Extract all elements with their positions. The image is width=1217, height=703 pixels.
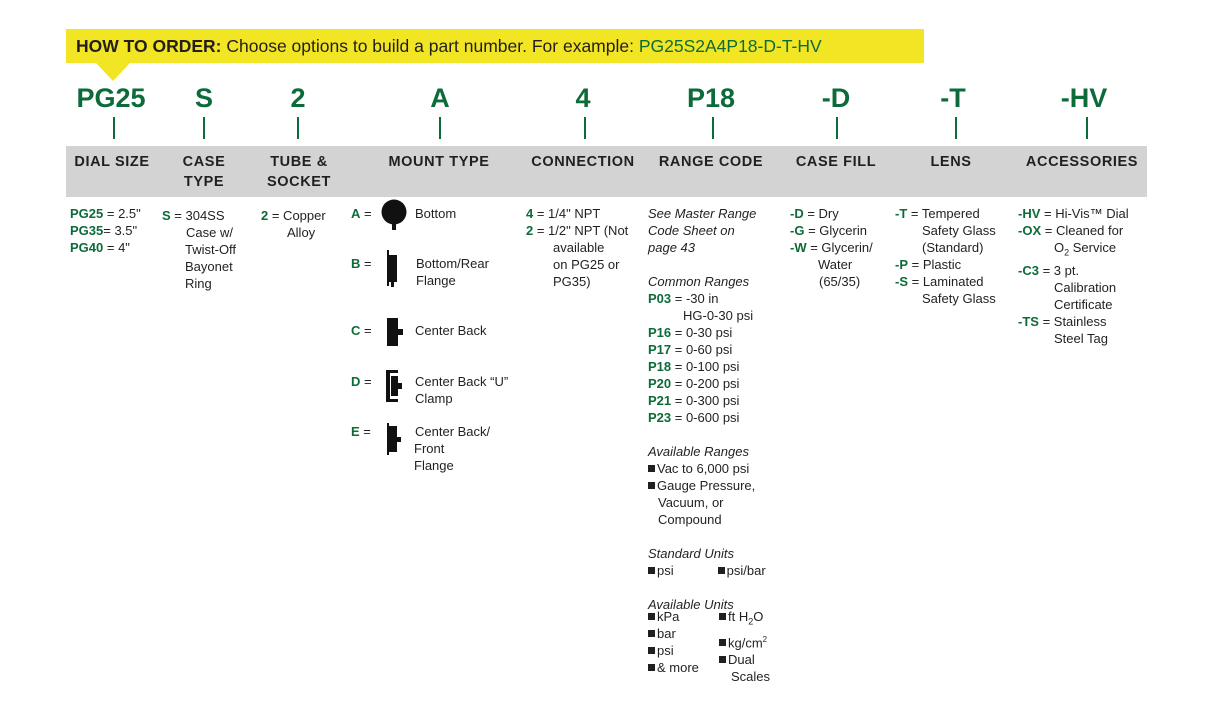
bottom-rear-flange-icon [385,250,399,288]
code-case-fill: -D [821,83,851,113]
bullet-icon [648,613,655,620]
bullet-icon [648,482,655,489]
code-tube-socket: 2 [290,83,306,113]
connection-options: 4 = 1/4" NPT 2 = 1/2" NPT (Not available on PG25 or PG35) [526,206,629,289]
tick-tube-socket [297,117,299,139]
mount-option-c: C = Center Back [351,322,531,352]
code-mount-type: A [430,83,450,113]
tick-case-fill [836,117,838,139]
accessories-options: -HV = Hi-Vis™ Dial -OX = Cleaned for $O_2$ Service -C3 = 3 pt. Calibration Certificate -TS = Stainless Steel Tag [1018,206,1129,346]
bullet-icon [648,630,655,637]
dial-size-option: PG25 = 2.5" [70,206,141,221]
banner-pointer [96,63,130,81]
lens-options: -T = Tempered Safety Glass (Standard) -P = Plastic -S = Laminated Safety Glass [895,206,996,306]
how-to-order-text [76,36,822,57]
header-lens: LENS [930,154,972,170]
header-connection: CONNECTION [531,154,635,170]
bullet-icon [718,567,725,574]
bullet-icon [648,664,655,671]
dial-size-option: PG40 = 4" [70,240,130,255]
bottom-mount-icon [381,199,409,231]
code-dial-size: PG25 [76,83,146,113]
common-ranges-title: Common Ranges [648,274,750,289]
code-connection: 4 [575,83,591,113]
bullet-icon [648,647,655,654]
case-fill-options: -D = Dry -G = Glycerin -W = Glycerin/ Water (65/35) [790,206,873,289]
how-to-order-heading: HOW TO ORDER: [76,36,222,56]
bullet-icon [719,613,726,620]
dial-size-options [70,205,141,256]
center-back-u-clamp-icon [385,368,403,404]
available-units-left: kPa bar psi & more [648,608,699,676]
bullet-icon [648,567,655,574]
code-case-type: S [194,83,214,113]
tick-lens [955,117,957,139]
tube-socket-options: 2 = Copper Alloy [261,208,326,240]
case-type-options: S = 304SS Case w/ Twist-Off Bayonet Ring [162,208,237,291]
mount-option-e: E = Center Back/ Front Flange [351,424,491,473]
header-case-type: CASE TYPE [182,154,226,190]
code-accessories: -HV [1060,83,1108,113]
master-range-note: See Master Range [648,206,757,221]
tick-connection [584,117,586,139]
header-dial-size: DIAL SIZE [74,154,150,170]
mount-option-d: D = Center Back “U” Clamp [351,373,531,413]
tick-dial-size [113,117,115,139]
available-ranges-title: Available Ranges [648,444,749,459]
bullet-icon [719,639,726,646]
header-mount-type: MOUNT TYPE [388,154,490,170]
tick-case-type [203,117,205,139]
bullet-icon [719,656,726,663]
tick-accessories [1086,117,1088,139]
center-back-icon [387,318,405,348]
range-code-options: See Master Range Code Sheet on page 43 Common Ranges P03 = -30 in HG-0-30 psi P16 = 0-30 psi P17 = 0-60 psi P18 = 0-100 psi P20 = 0-200 psi P21 = 0-300 psi P23 = 0-600 psi Available Ranges Vac to 6,000 psi Gauge Pressure, Vacuum, or Compound Standard Units psi psi/bar Available Units [648,206,766,612]
bullet-icon [648,465,655,472]
tick-range [712,117,714,139]
mount-option-a: A = Bottom [351,205,531,235]
center-back-front-flange-icon [385,423,403,457]
available-units-right: ft $H_2O$ $kg/cm^2$ Dual Scales [719,608,770,685]
available-units-title: Available Units [648,597,734,612]
header-range-code: RANGE CODE [658,154,764,170]
mount-option-b: B = Bottom/Rear Flange [351,255,531,295]
how-to-order-instructions: Choose options to build a part number. For example: [221,36,639,56]
standard-units-title: Standard Units [648,546,734,561]
code-lens: -T [940,83,966,113]
example-part-number: PG25S2A4P18-D-T-HV [638,36,822,56]
tick-mount-type [439,117,441,139]
code-range: P18 [686,83,736,113]
dial-size-option: PG35= 3.5" [70,223,138,238]
header-tube-socket: TUBE & SOCKET [266,154,332,190]
header-accessories: ACCESSORIES [1025,154,1139,170]
header-case-fill: CASE FILL [795,154,877,170]
